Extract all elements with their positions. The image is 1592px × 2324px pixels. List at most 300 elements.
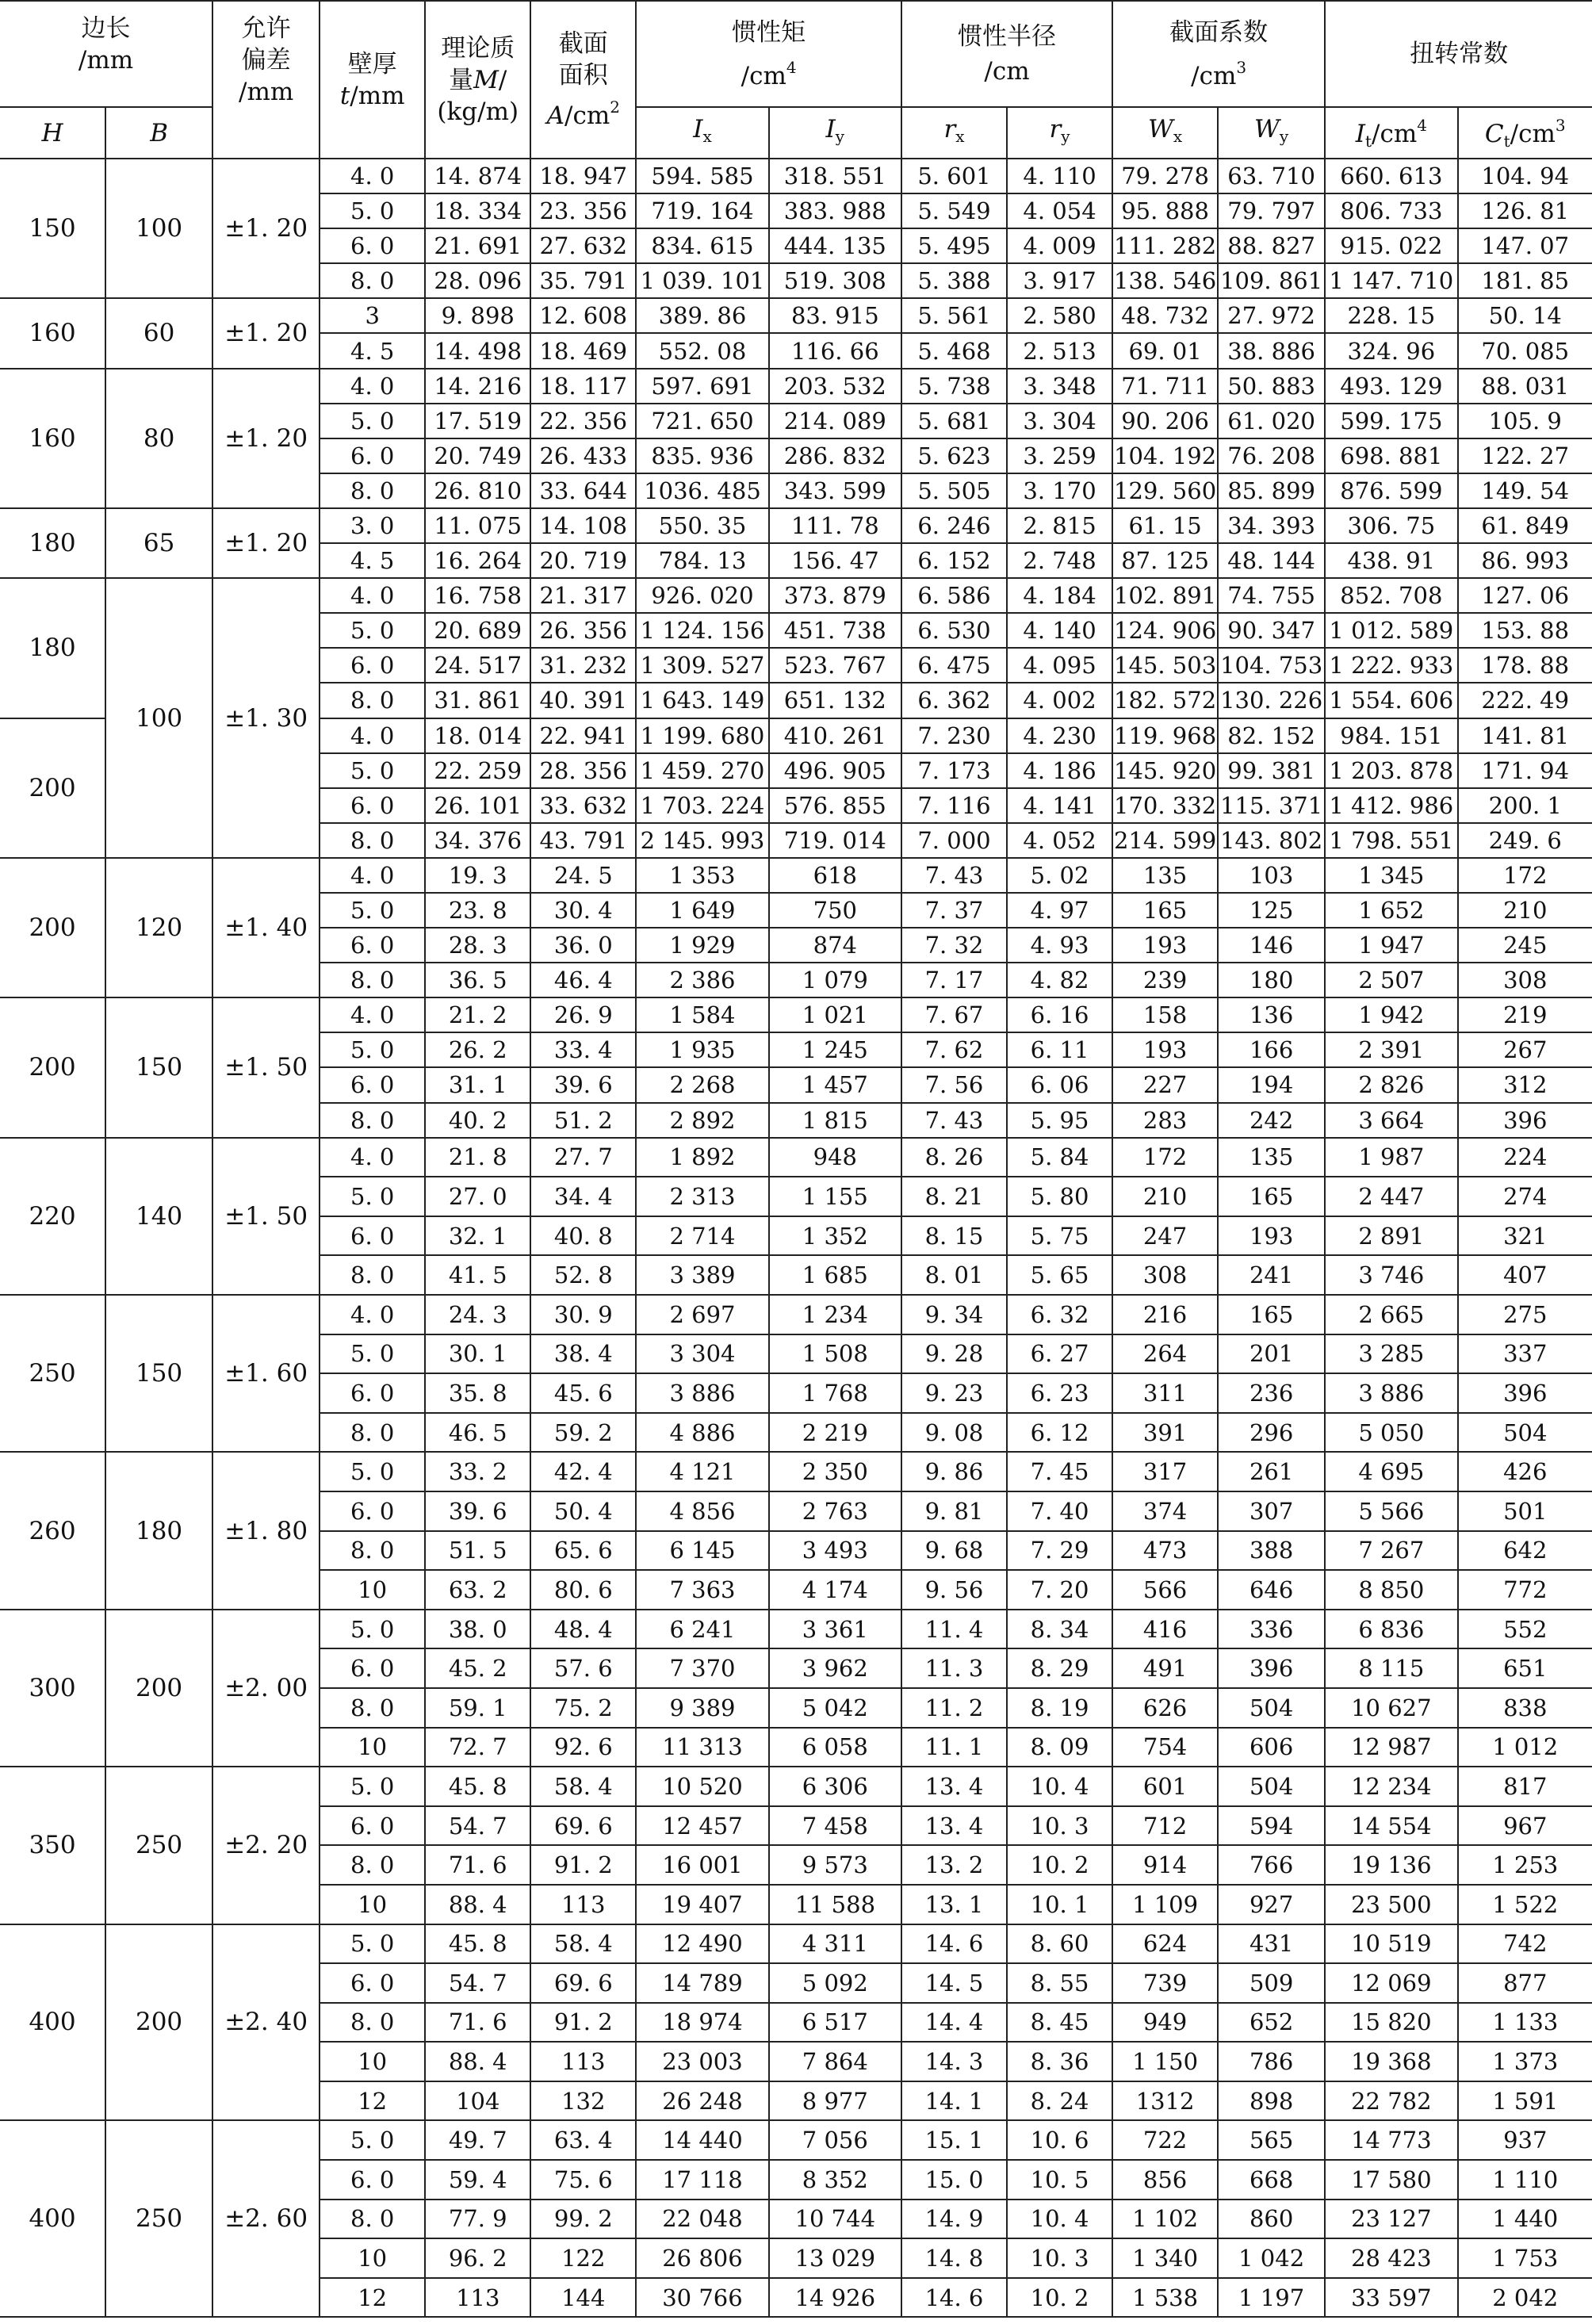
cell-area: 65. 6 (530, 1531, 636, 1571)
header-B: B (105, 107, 212, 159)
cell-Ix: 19 407 (636, 1885, 768, 1924)
cell-It: 28 423 (1325, 2238, 1457, 2278)
cell-Ct: 501 (1458, 1491, 1592, 1531)
cell-wall: 5. 0 (320, 2120, 425, 2160)
cell-Iy: 214. 089 (769, 404, 901, 438)
cell-Wx: 182. 572 (1112, 683, 1218, 718)
header-radius-of-gyration: 惯性半径 /cm (901, 1, 1112, 107)
cell-rx: 9. 08 (901, 1413, 1007, 1453)
cell-Iy: 719. 014 (769, 823, 901, 858)
cell-Iy: 3 493 (769, 1531, 901, 1571)
cell-Wx: 712 (1112, 1806, 1218, 1846)
cell-Wy: 927 (1218, 1885, 1325, 1924)
cell-B: 250 (105, 2120, 212, 2317)
cell-Wy: 898 (1218, 2081, 1325, 2121)
cell-mass: 24. 517 (425, 648, 530, 683)
cell-It: 876. 599 (1325, 473, 1457, 508)
cell-Ix: 3 886 (636, 1373, 768, 1413)
cell-mass: 14. 216 (425, 369, 530, 404)
cell-B: 120 (105, 858, 212, 997)
cell-Iy: 8 977 (769, 2081, 901, 2121)
cell-ry: 7. 29 (1007, 1531, 1112, 1571)
cell-It: 3 746 (1325, 1255, 1457, 1295)
cell-rx: 8. 26 (901, 1138, 1007, 1177)
cell-mass: 45. 8 (425, 1924, 530, 1964)
cell-Wy: 104. 753 (1218, 648, 1325, 683)
cell-Wx: 914 (1112, 1845, 1218, 1885)
cell-Wy: 431 (1218, 1924, 1325, 1964)
cell-Ct: 1 373 (1458, 2042, 1592, 2081)
cell-area: 22. 941 (530, 718, 636, 753)
cell-wall: 6. 0 (320, 1067, 425, 1102)
cell-wall: 10 (320, 1570, 425, 1610)
cell-Wy: 38. 886 (1218, 333, 1325, 368)
cell-B: 180 (105, 1452, 212, 1609)
cell-mass: 18. 334 (425, 193, 530, 228)
cell-Wy: 860 (1218, 2200, 1325, 2239)
cell-wall: 6. 0 (320, 1491, 425, 1531)
cell-area: 99. 2 (530, 2200, 636, 2239)
cell-mass: 36. 5 (425, 963, 530, 997)
cell-It: 852. 708 (1325, 578, 1457, 613)
cell-Ct: 877 (1458, 1963, 1592, 2003)
cell-mass: 30. 1 (425, 1334, 530, 1374)
cell-wall: 8. 0 (320, 1255, 425, 1295)
cell-ry: 4. 052 (1007, 823, 1112, 858)
cell-H: 200 (0, 997, 105, 1137)
cell-B: 60 (105, 298, 212, 368)
header-section-modulus: 截面系数 $/cm^3$ (1112, 1, 1325, 107)
cell-Wy: 85. 899 (1218, 473, 1325, 508)
cell-Ix: 1036. 485 (636, 473, 768, 508)
cell-area: 27. 7 (530, 1138, 636, 1177)
cell-area: 52. 8 (530, 1255, 636, 1295)
cell-It: 6 836 (1325, 1610, 1457, 1649)
cell-Wx: 193 (1112, 928, 1218, 963)
cell-wall: 5. 0 (320, 893, 425, 928)
cell-wall: 10 (320, 2238, 425, 2278)
cell-area: 92. 6 (530, 1728, 636, 1767)
cell-Wx: 124. 906 (1112, 613, 1218, 648)
cell-Iy: 4 174 (769, 1570, 901, 1610)
cell-H: 160 (0, 369, 105, 508)
cell-rx: 7. 32 (901, 928, 1007, 963)
cell-Wy: 261 (1218, 1452, 1325, 1491)
cell-wall: 10 (320, 1728, 425, 1767)
cell-Wx: 1 340 (1112, 2238, 1218, 2278)
cell-wall: 6. 0 (320, 648, 425, 683)
cell-area: 26. 356 (530, 613, 636, 648)
cell-area: 45. 6 (530, 1373, 636, 1413)
cell-Iy: 519. 308 (769, 263, 901, 298)
cell-rx: 13. 4 (901, 1767, 1007, 1806)
cell-ry: 4. 140 (1007, 613, 1112, 648)
cell-ry: 2. 748 (1007, 543, 1112, 578)
cell-rx: 11. 3 (901, 1648, 1007, 1688)
cell-Wy: 236 (1218, 1373, 1325, 1413)
cell-Iy: 116. 66 (769, 333, 901, 368)
cell-It: 19 136 (1325, 1845, 1457, 1885)
cell-Ct: 149. 54 (1458, 473, 1592, 508)
cell-Ix: 550. 35 (636, 508, 768, 543)
cell-Wx: 90. 206 (1112, 404, 1218, 438)
cell-Wx: 264 (1112, 1334, 1218, 1374)
cell-area: 122 (530, 2238, 636, 2278)
cell-wall: 10 (320, 1885, 425, 1924)
cell-It: 14 773 (1325, 2120, 1457, 2160)
cell-area: 24. 5 (530, 858, 636, 893)
cell-area: 113 (530, 2042, 636, 2081)
cell-rx: 13. 2 (901, 1845, 1007, 1885)
cell-Wx: 170. 332 (1112, 788, 1218, 823)
cell-Iy: 383. 988 (769, 193, 901, 228)
cell-It: 1 947 (1325, 928, 1457, 963)
cell-tolerance: ±1. 60 (212, 1295, 320, 1452)
cell-Ix: 12 457 (636, 1806, 768, 1846)
cell-Ct: 105. 9 (1458, 404, 1592, 438)
cell-ry: 6. 06 (1007, 1067, 1112, 1102)
cell-Iy: 14 926 (769, 2278, 901, 2318)
cell-Wx: 69. 01 (1112, 333, 1218, 368)
cell-area: 30. 4 (530, 893, 636, 928)
cell-area: 63. 4 (530, 2120, 636, 2160)
cell-Iy: 1 234 (769, 1295, 901, 1334)
cell-It: 228. 15 (1325, 298, 1457, 333)
cell-wall: 12 (320, 2278, 425, 2318)
cell-ry: 8. 29 (1007, 1648, 1112, 1688)
cell-It: 10 519 (1325, 1924, 1457, 1964)
cell-wall: 4. 0 (320, 369, 425, 404)
cell-H: 400 (0, 1924, 105, 2121)
cell-Ct: 141. 81 (1458, 718, 1592, 753)
cell-area: 91. 2 (530, 2003, 636, 2043)
cell-ry: 4. 82 (1007, 963, 1112, 997)
cell-Wy: 136 (1218, 997, 1325, 1032)
cell-Wx: 111. 282 (1112, 228, 1218, 263)
cell-wall: 6. 0 (320, 228, 425, 263)
header-It: $I_t/cm^4$ (1325, 107, 1457, 159)
cell-area: 31. 232 (530, 648, 636, 683)
cell-Wy: 165 (1218, 1177, 1325, 1216)
cell-Wy: 82. 152 (1218, 718, 1325, 753)
cell-Wy: 61. 020 (1218, 404, 1325, 438)
cell-Wx: 566 (1112, 1570, 1218, 1610)
cell-area: 21. 317 (530, 578, 636, 613)
cell-area: 18. 117 (530, 369, 636, 404)
table-row (0, 1924, 1592, 1964)
cell-Ct: 407 (1458, 1255, 1592, 1295)
cell-H: 300 (0, 1610, 105, 1767)
cell-Wx: 145. 503 (1112, 648, 1218, 683)
cell-rx: 7. 000 (901, 823, 1007, 858)
cell-Ct: 267 (1458, 1032, 1592, 1067)
cell-ry: 3. 259 (1007, 438, 1112, 473)
cell-ry: 8. 36 (1007, 2042, 1112, 2081)
cell-wall: 8. 0 (320, 1845, 425, 1885)
cell-wall: 8. 0 (320, 1688, 425, 1728)
cell-area: 57. 6 (530, 1648, 636, 1688)
cell-Wy: 646 (1218, 1570, 1325, 1610)
cell-Wy: 1 197 (1218, 2278, 1325, 2318)
cell-It: 806. 733 (1325, 193, 1457, 228)
cell-It: 10 627 (1325, 1688, 1457, 1728)
cell-ry: 4. 141 (1007, 788, 1112, 823)
cell-Wx: 135 (1112, 858, 1218, 893)
header-rx: $r_x$ (901, 107, 1007, 159)
cell-Ct: 308 (1458, 963, 1592, 997)
cell-Wy: 79. 797 (1218, 193, 1325, 228)
cell-wall: 6. 0 (320, 1806, 425, 1846)
cell-B: 100 (105, 159, 212, 298)
cell-Ix: 835. 936 (636, 438, 768, 473)
cell-Wy: 606 (1218, 1728, 1325, 1767)
cell-rx: 7. 43 (901, 858, 1007, 893)
cell-rx: 9. 23 (901, 1373, 1007, 1413)
cell-Ix: 2 145. 993 (636, 823, 768, 858)
cell-B: 200 (105, 1924, 212, 2121)
cell-It: 5 566 (1325, 1491, 1457, 1531)
cell-It: 984. 151 (1325, 718, 1457, 753)
cell-rx: 14. 6 (901, 1924, 1007, 1964)
cell-ry: 4. 002 (1007, 683, 1112, 718)
cell-Iy: 750 (769, 893, 901, 928)
cell-mass: 88. 4 (425, 1885, 530, 1924)
cell-mass: 23. 8 (425, 893, 530, 928)
header-theoretical-mass: 理论质 量M/ (kg/m) (425, 1, 530, 159)
cell-rx: 7. 37 (901, 893, 1007, 928)
cell-Ix: 1 459. 270 (636, 753, 768, 788)
table-row (0, 508, 1592, 543)
cell-Iy: 156. 47 (769, 543, 901, 578)
cell-area: 40. 8 (530, 1216, 636, 1256)
cell-Iy: 6 058 (769, 1728, 901, 1767)
cell-mass: 17. 519 (425, 404, 530, 438)
cell-rx: 7. 43 (901, 1103, 1007, 1138)
cell-Iy: 1 457 (769, 1067, 901, 1102)
cell-It: 8 115 (1325, 1648, 1457, 1688)
cell-Ct: 122. 27 (1458, 438, 1592, 473)
cell-Iy: 11 588 (769, 1885, 901, 1924)
cell-Ix: 2 386 (636, 963, 768, 997)
cell-mass: 34. 376 (425, 823, 530, 858)
cell-mass: 35. 8 (425, 1373, 530, 1413)
cell-It: 1 987 (1325, 1138, 1457, 1177)
cell-It: 2 507 (1325, 963, 1457, 997)
cell-mass: 33. 2 (425, 1452, 530, 1491)
header-H: H (0, 107, 105, 159)
cell-Wy: 652 (1218, 2003, 1325, 2043)
cell-Iy: 343. 599 (769, 473, 901, 508)
cell-wall: 8. 0 (320, 2003, 425, 2043)
cell-mass: 16. 758 (425, 578, 530, 613)
cell-ry: 5. 02 (1007, 858, 1112, 893)
cell-rx: 9. 68 (901, 1531, 1007, 1571)
table-row (0, 997, 1592, 1032)
cell-rx: 6. 362 (901, 683, 1007, 718)
cell-Wy: 786 (1218, 2042, 1325, 2081)
cell-mass: 21. 8 (425, 1138, 530, 1177)
cell-mass: 113 (425, 2278, 530, 2318)
cell-Wy: 241 (1218, 1255, 1325, 1295)
cell-mass: 54. 7 (425, 1963, 530, 2003)
cell-area: 12. 608 (530, 298, 636, 333)
cell-Wy: 76. 208 (1218, 438, 1325, 473)
cell-Iy: 4 311 (769, 1924, 901, 1964)
cell-H: 150 (0, 159, 105, 298)
cell-area: 58. 4 (530, 1924, 636, 1964)
cell-Ct: 222. 49 (1458, 683, 1592, 718)
cell-tolerance: ±2. 00 (212, 1610, 320, 1767)
cell-mass: 21. 691 (425, 228, 530, 263)
cell-It: 12 987 (1325, 1728, 1457, 1767)
cell-mass: 22. 259 (425, 753, 530, 788)
cell-tolerance: ±1. 20 (212, 298, 320, 368)
cell-Wx: 374 (1112, 1491, 1218, 1531)
cell-Ix: 7 363 (636, 1570, 768, 1610)
cell-ry: 7. 45 (1007, 1452, 1112, 1491)
cell-wall: 4. 0 (320, 858, 425, 893)
cell-Wy: 34. 393 (1218, 508, 1325, 543)
cell-area: 132 (530, 2081, 636, 2121)
cell-Ct: 426 (1458, 1452, 1592, 1491)
cell-Ix: 1 649 (636, 893, 768, 928)
cell-It: 1 652 (1325, 893, 1457, 928)
cell-Ct: 172 (1458, 858, 1592, 893)
cell-tolerance: ±1. 20 (212, 159, 320, 298)
cell-Ct: 171. 94 (1458, 753, 1592, 788)
cell-ry: 2. 513 (1007, 333, 1112, 368)
cell-Ix: 1 703. 224 (636, 788, 768, 823)
cell-tolerance: ±1. 50 (212, 1138, 320, 1295)
cell-Wx: 1 102 (1112, 2200, 1218, 2239)
cell-rx: 6. 475 (901, 648, 1007, 683)
cell-Wy: 27. 972 (1218, 298, 1325, 333)
cell-mass: 45. 8 (425, 1767, 530, 1806)
cell-wall: 8. 0 (320, 1531, 425, 1571)
cell-Ix: 22 048 (636, 2200, 768, 2239)
cell-mass: 72. 7 (425, 1728, 530, 1767)
cell-Wx: 145. 920 (1112, 753, 1218, 788)
cell-It: 4 695 (1325, 1452, 1457, 1491)
cell-Wy: 668 (1218, 2160, 1325, 2200)
cell-Wy: 50. 883 (1218, 369, 1325, 404)
cell-tolerance: ±2. 60 (212, 2120, 320, 2317)
cell-It: 493. 129 (1325, 369, 1457, 404)
cell-ry: 8. 60 (1007, 1924, 1112, 1964)
cell-rx: 5. 549 (901, 193, 1007, 228)
cell-ry: 7. 20 (1007, 1570, 1112, 1610)
cell-Wx: 308 (1112, 1255, 1218, 1295)
cell-Ix: 4 856 (636, 1491, 768, 1531)
cell-ry: 4. 97 (1007, 893, 1112, 928)
cell-Ix: 2 268 (636, 1067, 768, 1102)
cell-Iy: 1 352 (769, 1216, 901, 1256)
cell-ry: 4. 186 (1007, 753, 1112, 788)
cell-Ix: 834. 615 (636, 228, 768, 263)
cell-ry: 3. 917 (1007, 263, 1112, 298)
cell-It: 15 820 (1325, 2003, 1457, 2043)
cell-Iy: 83. 915 (769, 298, 901, 333)
cell-Wy: 388 (1218, 1531, 1325, 1571)
cell-Wy: 242 (1218, 1103, 1325, 1138)
cell-Ix: 23 003 (636, 2042, 768, 2081)
cell-tolerance: ±2. 20 (212, 1767, 320, 1924)
cell-rx: 9. 86 (901, 1452, 1007, 1491)
table-row (0, 858, 1592, 893)
cell-Ct: 274 (1458, 1177, 1592, 1216)
cell-Wy: 125 (1218, 893, 1325, 928)
cell-wall: 8. 0 (320, 1413, 425, 1453)
cell-Ix: 1 124. 156 (636, 613, 768, 648)
cell-wall: 8. 0 (320, 823, 425, 858)
cell-ry: 10. 5 (1007, 2160, 1112, 2200)
cell-rx: 5. 681 (901, 404, 1007, 438)
cell-rx: 15. 1 (901, 2120, 1007, 2160)
cell-rx: 9. 34 (901, 1295, 1007, 1334)
cell-area: 51. 2 (530, 1103, 636, 1138)
cell-wall: 5. 0 (320, 1334, 425, 1374)
table-row (0, 2120, 1592, 2160)
cell-Ix: 3 304 (636, 1334, 768, 1374)
cell-Ix: 6 145 (636, 1531, 768, 1571)
cell-mass: 14. 498 (425, 333, 530, 368)
cell-Ix: 6 241 (636, 1610, 768, 1649)
cell-Iy: 874 (769, 928, 901, 963)
cell-area: 69. 6 (530, 1806, 636, 1846)
header-torsional-constant: 扭转常数 (1325, 1, 1592, 107)
cell-area: 22. 356 (530, 404, 636, 438)
cell-Ix: 784. 13 (636, 543, 768, 578)
cell-rx: 8. 15 (901, 1216, 1007, 1256)
cell-It: 1 554. 606 (1325, 683, 1457, 718)
cell-area: 18. 947 (530, 159, 636, 193)
header-tolerance: 允许 偏差 /mm (212, 1, 320, 159)
header-Ix: $I_x$ (636, 107, 768, 159)
cell-Iy: 203. 532 (769, 369, 901, 404)
cell-rx: 7. 173 (901, 753, 1007, 788)
cell-mass: 31. 861 (425, 683, 530, 718)
cell-B: 140 (105, 1138, 212, 1295)
cell-Ct: 245 (1458, 928, 1592, 963)
cell-Wx: 739 (1112, 1963, 1218, 2003)
cell-Wx: 722 (1112, 2120, 1218, 2160)
cell-Ix: 1 199. 680 (636, 718, 768, 753)
cell-tolerance: ±1. 80 (212, 1452, 320, 1609)
cell-H: 400 (0, 2120, 105, 2317)
cell-area: 36. 0 (530, 928, 636, 963)
cell-mass: 49. 7 (425, 2120, 530, 2160)
cell-Iy: 3 962 (769, 1648, 901, 1688)
cell-Ct: 249. 6 (1458, 823, 1592, 858)
cell-Ct: 178. 88 (1458, 648, 1592, 683)
cell-wall: 6. 0 (320, 928, 425, 963)
cell-B: 200 (105, 1610, 212, 1767)
cell-Ct: 504 (1458, 1413, 1592, 1453)
cell-Wy: 766 (1218, 1845, 1325, 1885)
cell-wall: 5. 0 (320, 1177, 425, 1216)
cell-wall: 8. 0 (320, 963, 425, 997)
cell-Iy: 523. 767 (769, 648, 901, 683)
cell-Wy: 130. 226 (1218, 683, 1325, 718)
cell-Wx: 1 538 (1112, 2278, 1218, 2318)
cell-wall: 8. 0 (320, 2200, 425, 2239)
header-Wx: $W_x$ (1112, 107, 1218, 159)
cell-area: 42. 4 (530, 1452, 636, 1491)
cell-Wy: 565 (1218, 2120, 1325, 2160)
cell-It: 8 850 (1325, 1570, 1457, 1610)
cell-Wx: 158 (1112, 997, 1218, 1032)
cell-H: 180 (0, 508, 105, 578)
